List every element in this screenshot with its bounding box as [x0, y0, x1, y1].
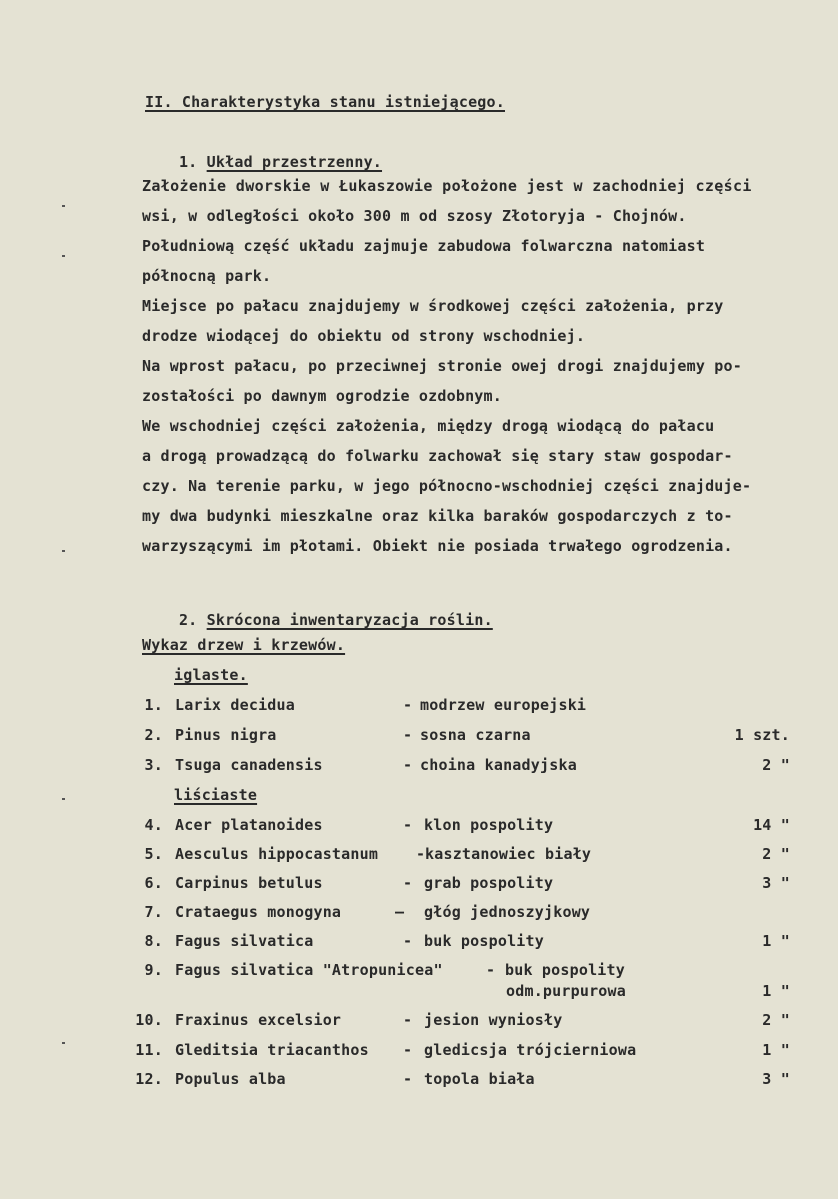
quantity: 2 "	[762, 756, 790, 774]
row-number: 1.	[144, 696, 163, 714]
separator-dash: -	[486, 961, 496, 979]
margin-mark	[62, 255, 65, 257]
latin-name: Larix decidua	[175, 696, 295, 714]
latin-name: Fagus silvatica "Atropunicea"	[175, 961, 443, 979]
quantity: 2 "	[762, 845, 790, 863]
plant-row	[0, 847, 838, 867]
latin-name: Tsuga canadensis	[175, 756, 323, 774]
paragraph-line: warzyszącymi im płotami. Obiekt nie posiada trwałego ogrodzenia.	[142, 537, 733, 555]
plant-list-title: Wykaz drzew i krzewów.	[142, 636, 346, 654]
section-title: II. Charakterystyka stanu istniejącego.	[145, 93, 505, 111]
plant-row	[0, 876, 838, 896]
subsection-1-number: 1.	[178, 153, 198, 171]
quantity: 1 "	[762, 932, 790, 950]
plant-row	[0, 1072, 838, 1092]
latin-name: Aesculus hippocastanum	[175, 845, 379, 863]
polish-name: klon pospolity	[424, 816, 554, 834]
polish-name: głóg jednoszyjkowy	[424, 903, 591, 921]
paragraph-line: Miejsce po pałacu znajdujemy w środkowej części założenia, przy	[142, 297, 724, 315]
plant-row	[0, 1013, 838, 1033]
quantity: 3 "	[762, 874, 790, 892]
plant-row	[0, 905, 838, 925]
plant-row	[0, 934, 838, 954]
paragraph-line: Założenie dworskie w Łukaszowie położone jest w zachodniej części	[142, 177, 752, 195]
latin-name: Populus alba	[175, 1070, 286, 1088]
polish-name: gledicsja trójcierniowa	[424, 1041, 637, 1059]
row-number: 9.	[144, 961, 163, 979]
quantity: 14 "	[753, 816, 790, 834]
row-number: 10.	[135, 1011, 163, 1029]
separator-dash: -	[403, 1041, 413, 1059]
separator-dash: -	[403, 756, 413, 774]
polish-name: sosna czarna	[420, 726, 531, 744]
quantity: 1 szt.	[734, 726, 790, 744]
plant-row	[0, 698, 838, 718]
plant-row-continuation	[0, 984, 838, 1004]
row-number: 12.	[135, 1070, 163, 1088]
quantity: 3 "	[762, 1070, 790, 1088]
row-number: 6.	[144, 874, 163, 892]
polish-name: jesion wyniosły	[424, 1011, 563, 1029]
polish-name: grab pospolity	[424, 874, 554, 892]
row-number: 2.	[144, 726, 163, 744]
separator-dash: -	[403, 874, 413, 892]
quantity: 2 "	[762, 1011, 790, 1029]
row-number: 3.	[144, 756, 163, 774]
separator-dash: -	[403, 1070, 413, 1088]
group-conifers-label: iglaste.	[174, 666, 248, 684]
separator-dash: —	[395, 903, 405, 921]
separator-dash: -	[403, 1011, 413, 1029]
paragraph-line: my dwa budynki mieszkalne oraz kilka baraków gospodarczych z to-	[142, 507, 733, 525]
plant-row	[0, 728, 838, 748]
polish-name: buk pospolity	[424, 932, 544, 950]
latin-name: Fraxinus excelsior	[175, 1011, 342, 1029]
separator-dash: -	[416, 845, 426, 863]
margin-mark	[62, 550, 65, 552]
plant-row	[0, 818, 838, 838]
paragraph-line: zostałości po dawnym ogrodzie ozdobnym.	[142, 387, 502, 405]
separator-dash: -	[403, 816, 413, 834]
subsection-2-number: 2.	[178, 611, 198, 629]
latin-name: Gleditsia triacanthos	[175, 1041, 369, 1059]
plant-row	[0, 758, 838, 778]
row-number: 8.	[144, 932, 163, 950]
polish-name: buk pospolity	[505, 961, 625, 979]
paragraph-line: Południową część układu zajmuje zabudowa folwarczna natomiast	[142, 237, 706, 255]
polish-name: kasztanowiec biały	[425, 845, 592, 863]
row-number: 7.	[144, 903, 163, 921]
row-number: 4.	[144, 816, 163, 834]
quantity: 1 "	[762, 982, 790, 1000]
paragraph-line: Na wprost pałacu, po przeciwnej stronie owej drogi znajdujemy po-	[142, 357, 742, 375]
paragraph-line: czy. Na terenie parku, w jego północno-wschodniej części znajduje-	[142, 477, 752, 495]
plant-row	[0, 1043, 838, 1063]
plant-row	[0, 963, 838, 983]
latin-name: Carpinus betulus	[175, 874, 323, 892]
group-deciduous-label: liściaste	[174, 786, 258, 804]
subsection-1-title: Układ przestrzenny.	[206, 153, 383, 171]
quantity: 1 "	[762, 1041, 790, 1059]
separator-dash: -	[403, 696, 413, 714]
latin-name: Acer platanoides	[175, 816, 323, 834]
subsection-2-title: Skrócona inwentaryzacja roślin.	[206, 611, 493, 629]
separator-dash: -	[403, 726, 413, 744]
paragraph-line: północną park.	[142, 267, 272, 285]
row-number: 5.	[144, 845, 163, 863]
paragraph-line: We wschodniej części założenia, między drogą wiodącą do pałacu	[142, 417, 715, 435]
paragraph-line: wsi, w odległości około 300 m od szosy Złotoryja - Chojnów.	[142, 207, 687, 225]
polish-name-variant: odm.purpurowa	[506, 982, 626, 1000]
paragraph-line: a drogą prowadzącą do folwarku zachował się stary staw gospodar-	[142, 447, 733, 465]
latin-name: Crataegus monogyna	[175, 903, 342, 921]
paragraph-line: drodze wiodącej do obiektu od strony wschodniej.	[142, 327, 586, 345]
row-number: 11.	[135, 1041, 163, 1059]
margin-mark	[62, 798, 65, 800]
polish-name: modrzew europejski	[420, 696, 587, 714]
latin-name: Pinus nigra	[175, 726, 277, 744]
latin-name: Fagus silvatica	[175, 932, 314, 950]
polish-name: choina kanadyjska	[420, 756, 577, 774]
polish-name: topola biała	[424, 1070, 535, 1088]
margin-mark	[62, 205, 65, 207]
separator-dash: -	[403, 932, 413, 950]
